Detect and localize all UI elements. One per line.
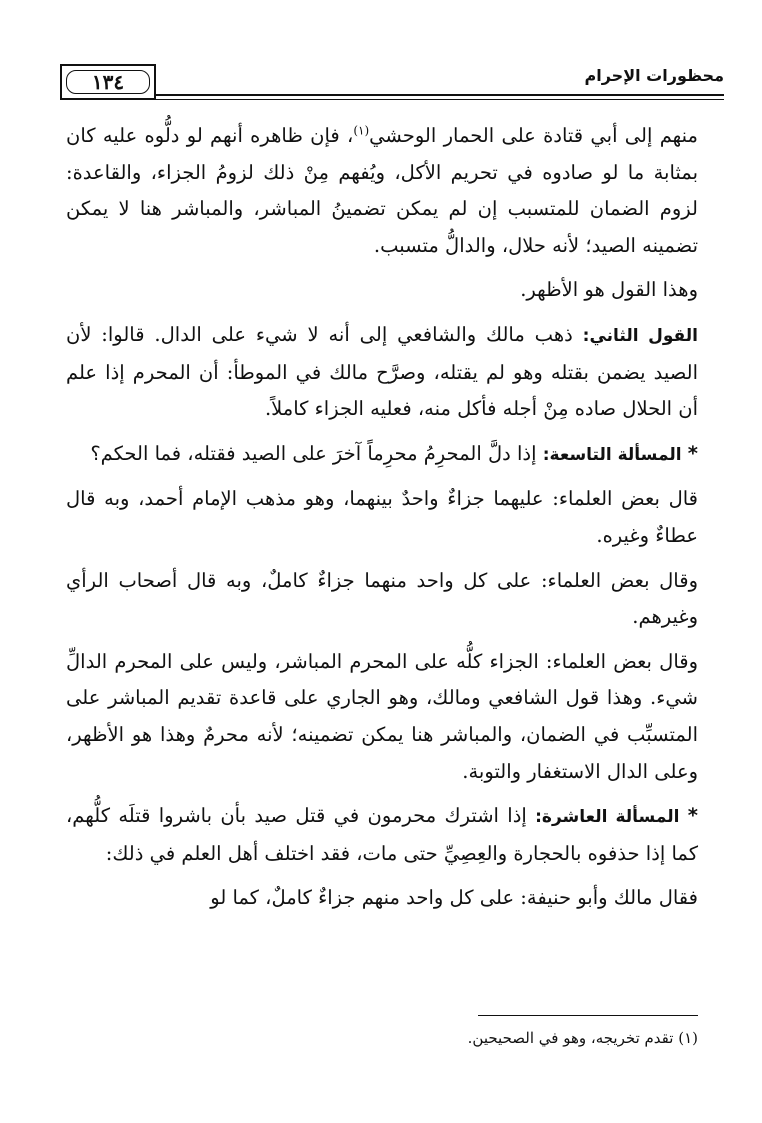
page-number-frame: [60, 64, 156, 100]
footnote: [78, 1026, 698, 1050]
running-title: محظورات الإحرام: [584, 66, 724, 85]
paragraph-8: [66, 798, 698, 872]
paragraph-2: وهذا القول هو الأظهر.: [520, 278, 698, 302]
footnote-marker: (١): [678, 1029, 698, 1047]
paragraph-3: [66, 317, 698, 428]
section-label-tenth-issue: المسألة العاشرة:: [535, 807, 680, 828]
body-text: [66, 118, 698, 925]
paragraph-7: وقال بعض العلماء: الجزاء كلُّه على المحرم المباشر، وليس على المحرم الدالِّ شيء. وهذا قول الشافعي ومالك، وهو الجاري على قاعدة تقديم المباشر على المتسبِّب في الضمان، والمباشر هنا يمكن تضمينه؛ لأنه محرمٌ وهذا هو الأظهر، وعلى الدال الاستغفار والتوبة.: [66, 649, 698, 783]
paragraph-9: فقال مالك وأبو حنيفة: على كل واحد منهم جزاءٌ كاملٌ، كما لو: [210, 886, 698, 910]
footnote-separator: [478, 1015, 698, 1016]
page-number: ١٣٤: [66, 70, 150, 94]
asterisk-marker: *: [687, 804, 698, 828]
page-header: [60, 58, 724, 106]
footnote-text: تقدم تخريجه، وهو في الصحيحين.: [467, 1029, 674, 1047]
paragraph-5: قال بعض العلماء: عليهما جزاءٌ واحدٌ بينهما، وهو مذهب الإمام أحمد، وبه قال عطاءٌ وغيره.: [66, 487, 698, 547]
header-rule-top: [156, 94, 724, 96]
paragraph-6: وقال بعض العلماء: على كل واحد منهما جزاءٌ كاملٌ، وبه قال أصحاب الرأي وغيرهم.: [66, 568, 698, 629]
paragraph-4: [66, 436, 698, 474]
paragraph-4-text: إذا دلَّ المحرِمُ محرِماً آخرَ على الصيد فقتله، فما الحكم؟: [90, 441, 543, 465]
section-label-second-opinion: القول الثاني:: [582, 325, 698, 346]
paragraph-3-text: ذهب مالك والشافعي إلى أنه لا شيء على الدال. قالوا: لأن الصيد يضمن بقتله وهو لم يقتله، وصرَّح مالك في الموطأ: أن المحرم إذا علم أن الحلال صاده مِنْ أجله فأكل منه، فعليه الجزاء كاملاً.: [66, 322, 698, 421]
footnote-reference[interactable]: (١): [353, 123, 370, 138]
header-rule-bottom: [60, 99, 724, 100]
paragraph-1-start: منهم إلى أبي قتادة على الحمار الوحشي: [369, 124, 698, 147]
section-label-ninth-issue: المسألة التاسعة:: [542, 444, 682, 465]
paragraph-1-rest: ، فإن ظاهره أنهم لو دلُّوه عليه كان بمثابة ما لو صادوه في تحريم الأكل، ويُفهم مِنْ ذلك لزومُ الجزاء، والقاعدة: لزوم الضمان للمتسبب إن لم يمكن تضمينُ المباشر، والمباشر هنا لا يمكن تضمينه الصيد؛ لأنه حلال، والدالُّ متسبب.: [66, 124, 698, 257]
asterisk-marker: *: [687, 441, 698, 465]
paragraph-1: [66, 118, 698, 264]
paragraph-8-text: إذا اشترك محرمون في قتل صيد بأن باشروا قتلَه كلُّهم، كما إذا حذفوه بالحجارة والعِصِيِّ حتى مات، فقد اختلف أهل العلم في ذلك:: [66, 804, 698, 865]
